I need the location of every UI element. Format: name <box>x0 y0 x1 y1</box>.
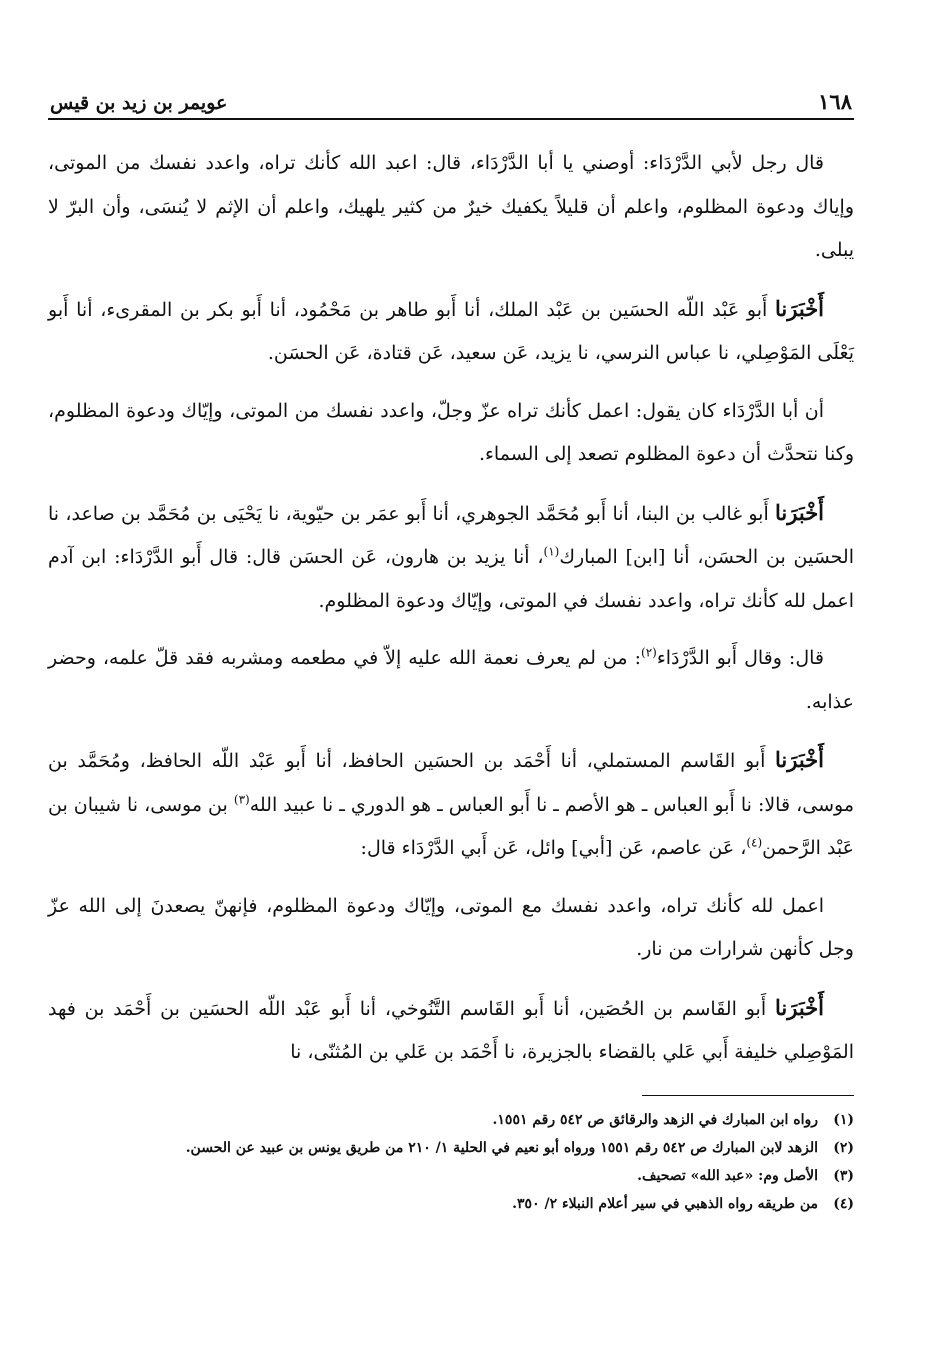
paragraph <box>48 390 854 477</box>
paragraph-text: ، عَن عاصم، عَن [أبي] وائل، عَن أَبي الدَّرْدَاء قال: <box>360 837 747 859</box>
paragraph <box>48 287 854 376</box>
paragraph-text: أَبو القَاسم بن الحُصَين، أنا أَبو القَاسم التَّنُوخي، أنا أَبو عَبْد اللّه الحسَين بن أَحْمَد بن فهد المَوْصِلي خليفة أَبي عَلي بالقضاء بالجزيرة، نا أَحْمَد بن عَلي بن المُثنّى، نا <box>48 997 854 1063</box>
footnote-text: الأصل وم: «عبد الله» تصحيف. <box>637 1167 818 1184</box>
footnote <box>48 1190 854 1218</box>
document-page <box>48 80 854 1218</box>
footnote-number: (١) <box>833 1111 854 1128</box>
paragraph-text: أَبو عَبْد اللّه الحسَين بن عَبْد الملك، أنا أَبو طاهر بن مَحْمُود، أنا أَبو بكر بن المقرىء، أنا أَبو يَعْلَى المَوْصِلي، نا عباس النرسي، نا يزيد، عَن سعيد، عَن قتادة، عَن الحسَن. <box>48 298 854 364</box>
footnotes <box>48 1106 854 1218</box>
paragraph-text: ، أنا يزيد بن هارون، عَن الحسَن قال: قال أَبو الدَّرْدَاء: ابن آدم اعمل لله كأنك تراه، واعدد نفسك في الموتى، وإيّاك ودعوة المظلوم. <box>48 546 854 612</box>
paragraph <box>48 142 854 273</box>
footnote-ref: (٤) <box>746 835 763 850</box>
isnad-lead: أَخْبَرَنا <box>775 499 825 525</box>
footnote-divider <box>642 1095 854 1096</box>
page-header <box>48 80 854 120</box>
paragraph-text: بن موسى، نا شيبان بن عَبْد الرَّحمن <box>48 793 854 859</box>
paragraph <box>48 885 854 972</box>
footnote-ref: (٣) <box>233 792 250 807</box>
footnote-number: (٤) <box>833 1195 854 1212</box>
footnote <box>48 1134 854 1162</box>
paragraph-text: أَبو غالب بن البنا، أنا أَبو مُحَمَّد الجوهري، أنا أَبو عمَر بن حيّوية، نا يَحْيَى بن مُحَمَّد بن صاعد، نا الحسَين بن الحسَن، أنا [ابن] المبارك <box>48 502 855 568</box>
paragraph <box>48 491 854 624</box>
isnad-lead: أَخْبَرَنا <box>775 994 824 1020</box>
isnad-lead: أَخْبَرَنا <box>775 747 824 772</box>
paragraph <box>48 637 854 724</box>
paragraph-text: أَبو القَاسم المستملي، أنا أَحْمَد بن الحسَين الحافظ، أنا أَبو عَبْد اللّه الحافظ، ومُحَمَّد بن موسى، قالا: نا أَبو العباس ـ هو الأصم ـ نا أَبو العباس ـ هو الدوري ـ نا عبيد الله <box>48 750 854 816</box>
footnote-text: من طريقه رواه الذهبي في سير أعلام النبلاء ٢/ ٣٥٠. <box>512 1195 818 1212</box>
footnote-ref: (٢) <box>641 645 657 660</box>
main-text <box>48 142 854 1075</box>
paragraph-text: قال رجل لأبي الدَّرْدَاء: أوصني يا أبا الدَّرْدَاء، قال: اعبد الله كأنك تراه، واعدد نفسك من الموتى، وإياك ودعوة المظلوم، واعلم أن قليلاً يكفيك خيرٌ من كثير يلهيك، واعلم أن الإثم لا يُنسَى، وأن البرّ لا يبلى. <box>48 152 854 261</box>
footnote-text: رواه ابن المبارك في الزهد والرقائق ص ٥٤٢ رقم ١٥٥١. <box>492 1111 818 1128</box>
isnad-lead: أَخْبَرَنا <box>775 295 825 321</box>
page-number: ١٦٨ <box>818 89 852 114</box>
footnote-text: الزهد لابن المبارك ص ٥٤٢ رقم ١٥٥١ ورواه أبو نعيم في الحلية ١/ ٢١٠ من طريق يونس بن عبيد عن الحسن. <box>185 1139 818 1156</box>
footnote <box>48 1106 854 1134</box>
footnote-number: (٢) <box>833 1139 854 1156</box>
footnote-ref: (١) <box>543 544 560 559</box>
paragraph-text: أن أبا الدَّرْدَاء كان يقول: اعمل كأنك تراه عزّ وجلّ، واعدد نفسك من الموتى، وإيّاك ودعوة المظلوم، وكنا نتحدَّث أن دعوة المظلوم تصعد إلى السماء. <box>48 399 854 465</box>
running-title: عويمر بن زيد بن قيس <box>50 92 228 114</box>
paragraph-text: اعمل لله كأنك تراه، واعدد نفسك مع الموتى، وإيّاك ودعوة المظلوم، فإنهنّ يصعدنَ إلى الله عزّ وجل كأنهن شرارات من نار. <box>48 894 854 960</box>
paragraph-text: : من لم يعرف نعمة الله عليه إلاّ في مطعمه ومشربه فقد قلّ علمه، وحضر عذابه. <box>48 647 854 713</box>
paragraph <box>48 986 854 1075</box>
footnote <box>48 1162 854 1190</box>
footnote-number: (٣) <box>833 1167 854 1184</box>
paragraph <box>48 738 854 871</box>
paragraph-text: قال: وقال أَبو الدَّرْدَاء <box>656 647 824 669</box>
